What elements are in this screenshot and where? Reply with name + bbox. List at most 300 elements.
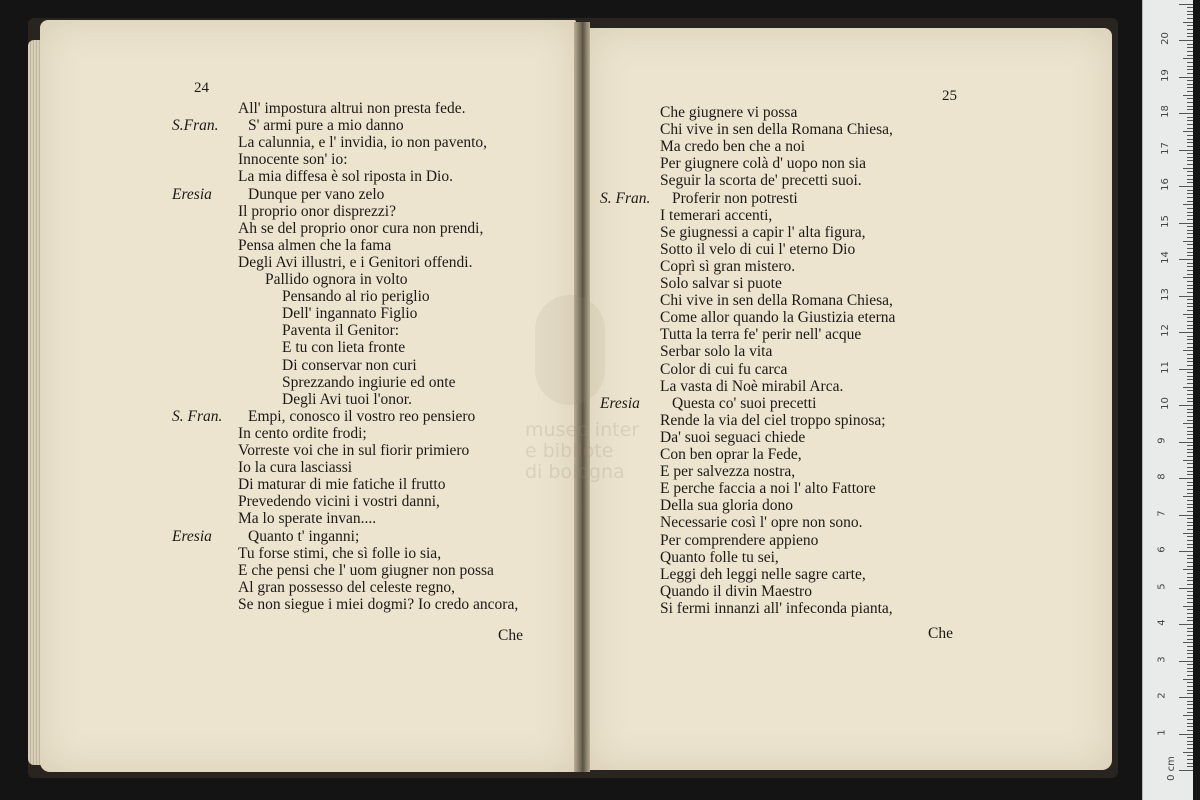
ruler-tick xyxy=(1187,566,1193,567)
ruler-tick xyxy=(1187,763,1193,764)
ruler-tick xyxy=(1187,482,1193,483)
ruler-label: 5 xyxy=(1156,582,1168,590)
ruler-tick xyxy=(1187,179,1193,180)
ruler-tick xyxy=(1179,405,1193,406)
verse-line: Vorreste voi che in sul fiorir primiero xyxy=(238,442,470,459)
ruler-tick xyxy=(1187,252,1193,253)
ruler-tick xyxy=(1187,310,1193,311)
ruler-tick xyxy=(1187,197,1193,198)
ruler-tick xyxy=(1187,226,1193,227)
ruler-tick xyxy=(1187,248,1193,249)
ruler-tick xyxy=(1187,434,1193,435)
ruler-tick xyxy=(1187,409,1193,410)
ruler-tick xyxy=(1187,544,1193,545)
ruler-label: 0 cm xyxy=(1165,756,1177,781)
verse-line: Degli Avi illustri, e i Genitori offendi. xyxy=(238,253,473,271)
ruler-tick xyxy=(1179,588,1193,589)
ruler-tick xyxy=(1187,263,1193,264)
ruler-tick xyxy=(1183,314,1193,315)
page-number-right: 25 xyxy=(942,88,957,104)
verse-line: Come allor quando la Giustizia eterna xyxy=(660,309,896,327)
ruler-tick xyxy=(1187,675,1193,676)
verse-line: La calunnia, e l' invidia, io non pavento, xyxy=(238,134,487,152)
catchword-left: Che xyxy=(498,627,523,644)
verse-line: Chi vive in sen della Romana Chiesa, xyxy=(660,121,893,139)
ruler-tick xyxy=(1187,55,1193,56)
ruler-label: 8 xyxy=(1156,473,1168,480)
ruler-tick xyxy=(1183,277,1193,278)
ruler-tick xyxy=(1187,412,1193,413)
ruler-tick xyxy=(1187,146,1193,147)
ruler-tick xyxy=(1187,7,1193,8)
verse-line: Per giugnere colà d' uopo non sia xyxy=(660,155,866,173)
ruler-tick xyxy=(1179,734,1193,735)
ruler-tick xyxy=(1187,87,1193,88)
ruler-tick xyxy=(1179,223,1193,224)
speaker-label: S. Fran. xyxy=(172,407,223,425)
ruler-label: 12 xyxy=(1159,324,1171,337)
verse-line: Di maturar di mie fatiche il frutto xyxy=(238,476,446,494)
ruler-tick xyxy=(1187,237,1193,238)
ruler-tick xyxy=(1187,438,1193,439)
ruler-tick xyxy=(1183,168,1193,169)
ruler-tick xyxy=(1187,431,1193,432)
verse-line: Necessarie così l' opre non sono. xyxy=(660,514,863,532)
ruler-tick xyxy=(1179,624,1193,625)
verse-line: Pallido ognora in volto xyxy=(265,271,408,288)
verse-line: Per comprendere appieno xyxy=(660,531,819,549)
verse-line: Color di cui fu carca xyxy=(660,360,788,378)
ruler-tick xyxy=(1187,617,1193,618)
verse-line: Pensando al rio periglio xyxy=(282,288,430,306)
ruler-tick xyxy=(1187,584,1193,585)
ruler-tick xyxy=(1183,496,1193,497)
ruler-tick xyxy=(1183,752,1193,753)
ruler-tick xyxy=(1179,77,1193,78)
ruler-tick xyxy=(1187,500,1193,501)
verse-line: Della sua gloria dono xyxy=(660,497,794,515)
ruler-tick xyxy=(1187,536,1193,537)
ruler-tick xyxy=(1187,558,1193,559)
ruler-tick xyxy=(1187,128,1193,129)
ruler-tick xyxy=(1187,36,1193,37)
ruler-tick xyxy=(1187,117,1193,118)
verse-line: Che giugnere vi possa xyxy=(660,104,798,121)
verse-line: La mia diffesa è sol riposta in Dio. xyxy=(238,168,453,186)
ruler-tick xyxy=(1187,299,1193,300)
ruler-tick xyxy=(1179,186,1193,187)
ruler-label: 2 xyxy=(1156,692,1168,699)
speaker-label: Eresia xyxy=(172,527,212,545)
ruler-label: 9 xyxy=(1156,436,1168,444)
ruler-label: 17 xyxy=(1159,141,1171,155)
ruler-tick xyxy=(1183,387,1193,388)
ruler-tick xyxy=(1187,664,1193,665)
verse-line: Coprì sì gran mistero. xyxy=(660,257,796,275)
verse-line: S' armi pure a mio danno xyxy=(248,117,404,135)
verse-line: E che pensi che l' uom giugner non possa xyxy=(238,561,494,579)
ruler-tick xyxy=(1187,650,1193,651)
ruler-tick xyxy=(1187,525,1193,526)
ruler-tick xyxy=(1187,91,1193,92)
watermark-line: e bibliote xyxy=(525,440,614,462)
ruler-tick xyxy=(1187,109,1193,110)
ruler-label: 4 xyxy=(1156,619,1168,626)
verse-line: I temerari accenti, xyxy=(660,206,773,224)
ruler-label: 20 xyxy=(1159,32,1171,45)
verse-line: Dunque per vano zelo xyxy=(248,185,385,203)
ruler-tick xyxy=(1187,635,1193,636)
ruler-tick xyxy=(1187,653,1193,654)
ruler-tick xyxy=(1187,18,1193,19)
ruler-tick xyxy=(1187,737,1193,738)
ruler-tick xyxy=(1187,723,1193,724)
ruler-label: 13 xyxy=(1159,287,1171,301)
verse-line: Di conservar non curi xyxy=(282,356,417,374)
catchword-right: Che xyxy=(928,625,953,642)
ruler-tick xyxy=(1187,124,1193,125)
verse-line: Seguir la scorta de' precetti suoi. xyxy=(660,172,862,190)
ruler-tick xyxy=(1187,106,1193,107)
ruler-tick xyxy=(1183,95,1193,96)
ruler-tick xyxy=(1187,98,1193,99)
ruler-tick xyxy=(1187,445,1193,446)
ruler-tick xyxy=(1183,22,1193,23)
ruler-tick xyxy=(1183,350,1193,351)
measurement-ruler xyxy=(1142,0,1193,800)
ruler-tick xyxy=(1187,540,1193,541)
verse-line: Se non siegue i miei dogmi? Io credo ancora, xyxy=(238,595,519,613)
ruler-tick xyxy=(1187,266,1193,267)
ruler-tick xyxy=(1187,69,1193,70)
ruler-tick xyxy=(1187,646,1193,647)
ruler-tick xyxy=(1187,573,1193,574)
ruler-tick xyxy=(1187,463,1193,464)
ruler-tick xyxy=(1187,427,1193,428)
ruler-tick xyxy=(1179,40,1193,41)
ruler-tick xyxy=(1187,347,1193,348)
verse-line: Sotto il velo di cui l' eterno Dio xyxy=(660,240,856,258)
ruler-tick xyxy=(1187,591,1193,592)
ruler-tick xyxy=(1187,175,1193,176)
ruler-tick xyxy=(1187,555,1193,556)
verse-line: Pensa almen che la fama xyxy=(238,236,392,254)
ruler-tick xyxy=(1183,131,1193,132)
verse-line: Al gran possesso del celeste regno, xyxy=(238,578,455,596)
ruler-tick xyxy=(1183,569,1193,570)
ruler-tick xyxy=(1183,715,1193,716)
verse-line: E tu con lieta fronte xyxy=(282,339,406,357)
ruler-tick xyxy=(1187,208,1193,209)
ruler-label: 18 xyxy=(1159,105,1171,118)
ruler-label: 3 xyxy=(1156,655,1168,663)
ruler-label: 10 xyxy=(1159,397,1171,410)
verse-line: E perche faccia a noi l' alto Fattore xyxy=(660,480,876,498)
ruler-tick xyxy=(1187,529,1193,530)
ruler-tick xyxy=(1179,551,1193,552)
ruler-tick xyxy=(1187,628,1193,629)
ruler-tick xyxy=(1187,11,1193,12)
ruler-tick xyxy=(1187,317,1193,318)
ruler-tick xyxy=(1187,580,1193,581)
ruler-tick xyxy=(1187,372,1193,373)
ruler-tick xyxy=(1187,609,1193,610)
verse-line: Io la cura lasciassi xyxy=(238,459,353,477)
ruler-tick xyxy=(1179,332,1193,333)
ruler-tick xyxy=(1187,704,1193,705)
ruler-tick xyxy=(1187,493,1193,494)
ruler-tick xyxy=(1187,62,1193,63)
ruler-tick xyxy=(1187,598,1193,599)
ruler-tick xyxy=(1187,631,1193,632)
ruler-tick xyxy=(1187,201,1193,202)
ruler-tick xyxy=(1187,139,1193,140)
ruler-tick xyxy=(1187,504,1193,505)
watermark-line: di bologna xyxy=(525,461,625,483)
ruler-tick xyxy=(1187,171,1193,172)
verse-line: La vasta di Noè mirabil Arca. xyxy=(660,377,844,395)
ruler-label: 19 xyxy=(1159,68,1171,82)
ruler-tick xyxy=(1187,84,1193,85)
page-number-left: 24 xyxy=(194,80,209,96)
ruler-tick xyxy=(1187,376,1193,377)
ruler-tick xyxy=(1187,511,1193,512)
verse-line: Si fermi innanzi all' infeconda pianta, xyxy=(660,599,893,617)
ruler-tick xyxy=(1187,741,1193,742)
ruler-tick xyxy=(1187,730,1193,731)
ruler-tick xyxy=(1187,639,1193,640)
ruler-tick xyxy=(1187,102,1193,103)
verse-line: All' impostura altrui non presta fede. xyxy=(238,100,466,117)
ruler-tick xyxy=(1187,449,1193,450)
ruler-tick xyxy=(1187,336,1193,337)
ruler-label: 6 xyxy=(1156,546,1168,553)
ruler-tick xyxy=(1187,142,1193,143)
verse-line: Ah se del proprio onor cura non prendi, xyxy=(238,219,484,237)
ruler-tick xyxy=(1187,682,1193,683)
ruler-tick xyxy=(1187,135,1193,136)
verse-line: Chi vive in sen della Romana Chiesa, xyxy=(660,292,893,310)
ruler-tick xyxy=(1187,562,1193,563)
watermark-line: museo inter xyxy=(525,419,640,441)
ruler-tick xyxy=(1187,212,1193,213)
ruler-tick xyxy=(1179,515,1193,516)
verse-line: Serbar solo la vita xyxy=(660,343,773,361)
ruler-tick xyxy=(1187,693,1193,694)
ruler-label: 11 xyxy=(1159,360,1171,374)
ruler-tick xyxy=(1187,547,1193,548)
ruler-tick xyxy=(1187,288,1193,289)
ruler-tick xyxy=(1187,398,1193,399)
verse-line: In cento ordite frodi; xyxy=(238,424,367,442)
ruler-tick xyxy=(1183,241,1193,242)
ruler-tick xyxy=(1179,4,1193,5)
verse-line: Ma credo ben che a noi xyxy=(660,138,806,156)
speaker-label: S. Fran. xyxy=(600,189,651,207)
ruler-tick xyxy=(1187,44,1193,45)
ruler-tick xyxy=(1187,394,1193,395)
ruler-tick xyxy=(1187,668,1193,669)
ruler-tick xyxy=(1187,620,1193,621)
ruler-tick xyxy=(1187,274,1193,275)
ruler-tick xyxy=(1187,474,1193,475)
ruler-tick xyxy=(1187,215,1193,216)
ruler-tick xyxy=(1187,339,1193,340)
ruler-tick xyxy=(1187,748,1193,749)
ruler-label: 1 xyxy=(1156,728,1168,736)
ruler-tick xyxy=(1187,602,1193,603)
verse-line: Questa co' suoi precetti xyxy=(672,394,817,412)
ruler-tick xyxy=(1179,259,1193,260)
verse-line: Leggi deh leggi nelle sagre carte, xyxy=(660,565,866,583)
ruler-tick xyxy=(1183,533,1193,534)
ruler-tick xyxy=(1187,686,1193,687)
ruler-tick xyxy=(1187,303,1193,304)
ruler-tick xyxy=(1187,51,1193,52)
ruler-tick xyxy=(1187,358,1193,359)
verse-line: Sprezzando ingiurie ed onte xyxy=(282,373,456,391)
speaker-label: Eresia xyxy=(600,394,640,412)
ruler-tick xyxy=(1187,613,1193,614)
ruler-tick xyxy=(1187,285,1193,286)
ruler-tick xyxy=(1187,29,1193,30)
ruler-tick xyxy=(1187,759,1193,760)
ruler-tick xyxy=(1183,606,1193,607)
verse-line: Quando il divin Maestro xyxy=(660,582,812,600)
ruler-tick xyxy=(1187,657,1193,658)
verse-line: Da' suoi seguaci chiede xyxy=(660,428,806,446)
ruler-tick xyxy=(1187,766,1193,767)
ruler-tick xyxy=(1187,456,1193,457)
ruler-tick xyxy=(1187,719,1193,720)
ruler-tick xyxy=(1187,507,1193,508)
ruler-tick xyxy=(1187,328,1193,329)
ruler-tick xyxy=(1187,230,1193,231)
ruler-tick xyxy=(1187,726,1193,727)
ruler-tick xyxy=(1187,467,1193,468)
ruler-tick xyxy=(1187,701,1193,702)
ruler-tick xyxy=(1179,697,1193,698)
ruler-tick xyxy=(1187,361,1193,362)
ruler-tick xyxy=(1179,661,1193,662)
verse-line: Dell' ingannato Figlio xyxy=(282,305,418,323)
ruler-tick xyxy=(1187,595,1193,596)
ruler-label: 7 xyxy=(1156,509,1168,517)
verse-line: E per salvezza nostra, xyxy=(660,463,796,481)
ruler-tick xyxy=(1187,712,1193,713)
ruler-tick xyxy=(1179,296,1193,297)
ruler-tick xyxy=(1187,708,1193,709)
ruler-tick xyxy=(1179,478,1193,479)
ruler-tick xyxy=(1187,577,1193,578)
ruler-tick xyxy=(1187,120,1193,121)
ruler-tick xyxy=(1187,452,1193,453)
ruler-tick xyxy=(1187,690,1193,691)
ruler-tick xyxy=(1187,522,1193,523)
speaker-label: Eresia xyxy=(172,185,212,203)
ruler-tick xyxy=(1183,460,1193,461)
ruler-tick xyxy=(1187,416,1193,417)
speaker-label: S.Fran. xyxy=(172,117,219,135)
verse-line: Solo salvar si puote xyxy=(660,275,782,292)
ruler-tick xyxy=(1187,365,1193,366)
ruler-tick xyxy=(1187,489,1193,490)
ruler-tick xyxy=(1187,420,1193,421)
ruler-tick xyxy=(1187,160,1193,161)
ruler-tick xyxy=(1179,369,1193,370)
verse-line: Rende la via del ciel troppo spinosa; xyxy=(660,411,886,429)
verse-line: Innocente son' io: xyxy=(238,151,348,169)
ruler-tick xyxy=(1187,401,1193,402)
ruler-tick xyxy=(1187,383,1193,384)
ruler-tick xyxy=(1179,770,1193,771)
ruler-tick xyxy=(1187,164,1193,165)
ruler-tick xyxy=(1187,671,1193,672)
ruler-tick xyxy=(1187,255,1193,256)
verse-line: Paventa il Genitor: xyxy=(282,322,400,340)
ruler-tick xyxy=(1187,281,1193,282)
ruler-tick xyxy=(1187,292,1193,293)
ruler-tick xyxy=(1183,679,1193,680)
verse-line: Proferir non potresti xyxy=(672,189,798,207)
ruler-tick xyxy=(1187,66,1193,67)
ruler-tick xyxy=(1187,14,1193,15)
ruler-tick xyxy=(1187,379,1193,380)
ruler-tick xyxy=(1187,744,1193,745)
ruler-tick xyxy=(1183,58,1193,59)
ruler-tick xyxy=(1187,471,1193,472)
watermark-logo xyxy=(535,295,605,405)
ruler-tick xyxy=(1187,244,1193,245)
ruler-tick xyxy=(1187,321,1193,322)
ruler-tick xyxy=(1187,233,1193,234)
ruler-label: 15 xyxy=(1159,214,1171,228)
verse-line: Quanto folle tu sei, xyxy=(660,548,779,566)
ruler-tick xyxy=(1187,219,1193,220)
verse-line: Il proprio onor disprezzi? xyxy=(238,202,396,220)
verse-line: Prevedendo vicini i vostri danni, xyxy=(238,493,440,511)
verse-line: Tu forse stimi, che sì folle io sia, xyxy=(238,544,442,562)
ruler-tick xyxy=(1187,182,1193,183)
verse-line: Se giugnessi a capir l' alta figura, xyxy=(660,223,866,241)
ruler-tick xyxy=(1187,47,1193,48)
ruler-tick xyxy=(1179,442,1193,443)
ruler-tick xyxy=(1187,755,1193,756)
ruler-tick xyxy=(1187,193,1193,194)
ruler-tick xyxy=(1187,518,1193,519)
verse-line: Degli Avi tuoi l'onor. xyxy=(282,390,412,408)
verse-line: Empi, conosco il vostro reo pensiero xyxy=(248,407,476,425)
ruler-tick xyxy=(1187,343,1193,344)
ruler-tick xyxy=(1187,306,1193,307)
ruler-tick xyxy=(1187,190,1193,191)
ruler-tick xyxy=(1179,113,1193,114)
ruler-tick xyxy=(1183,204,1193,205)
ruler-tick xyxy=(1183,423,1193,424)
ruler-tick xyxy=(1187,33,1193,34)
ruler-label: 14 xyxy=(1159,251,1171,264)
ruler-label: 16 xyxy=(1159,178,1171,191)
ruler-tick xyxy=(1187,80,1193,81)
ruler-tick xyxy=(1187,354,1193,355)
ruler-tick xyxy=(1179,150,1193,151)
ruler-tick xyxy=(1183,642,1193,643)
ruler-tick xyxy=(1187,73,1193,74)
ruler-tick xyxy=(1187,153,1193,154)
ruler-tick xyxy=(1187,390,1193,391)
ruler-tick xyxy=(1187,270,1193,271)
verse-line: Ma lo sperate invan.... xyxy=(238,510,377,528)
